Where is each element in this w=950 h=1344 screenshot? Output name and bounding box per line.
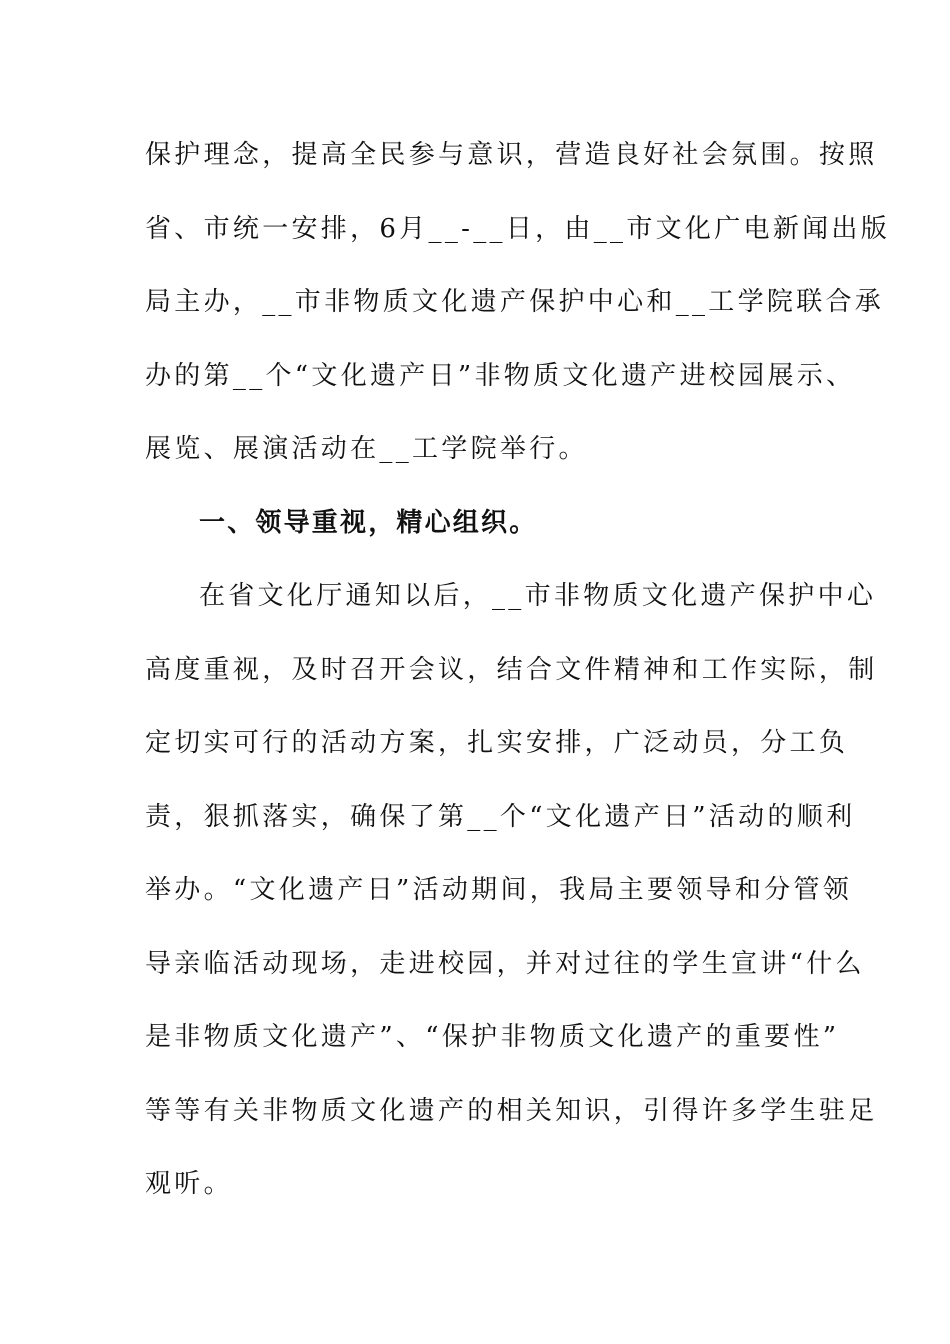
paragraph-line: 保护理念，提高全民参与意识，营造良好社会氛围。按照 [145, 140, 878, 170]
paragraph-line: 责，狠抓落实，确保了第__个“文化遗产日”活动的顺利 [145, 801, 856, 832]
paragraph-line: 定切实可行的活动方案，扎实安排，广泛动员，分工负 [145, 728, 849, 758]
paragraph-line: 是非物质文化遗产”、“保护非物质文化遗产的重要性” [145, 1022, 840, 1052]
paragraph-line: 导亲临活动现场，走进校园，并对过往的学生宣讲“什么 [145, 948, 865, 979]
paragraph-line: 等等有关非物质文化遗产的相关知识，引得许多学生驻足 [145, 1095, 878, 1126]
paragraph-line: 在省文化厅通知以后，__市非物质文化遗产保护中心 [199, 581, 877, 611]
paragraph-line: 高度重视，及时召开会议，结合文件精神和工作实际，制 [145, 654, 878, 685]
paragraph-line: 观听。 [145, 1169, 233, 1199]
paragraph-line: 举办。“文化遗产日”活动期间，我局主要领导和分管领 [145, 875, 853, 905]
paragraph-line: 局主办，__市非物质文化遗产保护中心和__工学院联合承 [145, 287, 885, 317]
paragraph-line: 办的第__个“文化遗产日”非物质文化遗产进校园展示、 [145, 360, 856, 391]
section-heading: 一、领导重视，精心组织。 [199, 507, 538, 538]
paragraph-line: 展览、展演活动在__工学院举行。 [145, 434, 588, 464]
paragraph-line: 省、市统一安排，6月__-__日，由__市文化广电新闻出版 [145, 213, 891, 244]
body-text [145, 128, 891, 1231]
